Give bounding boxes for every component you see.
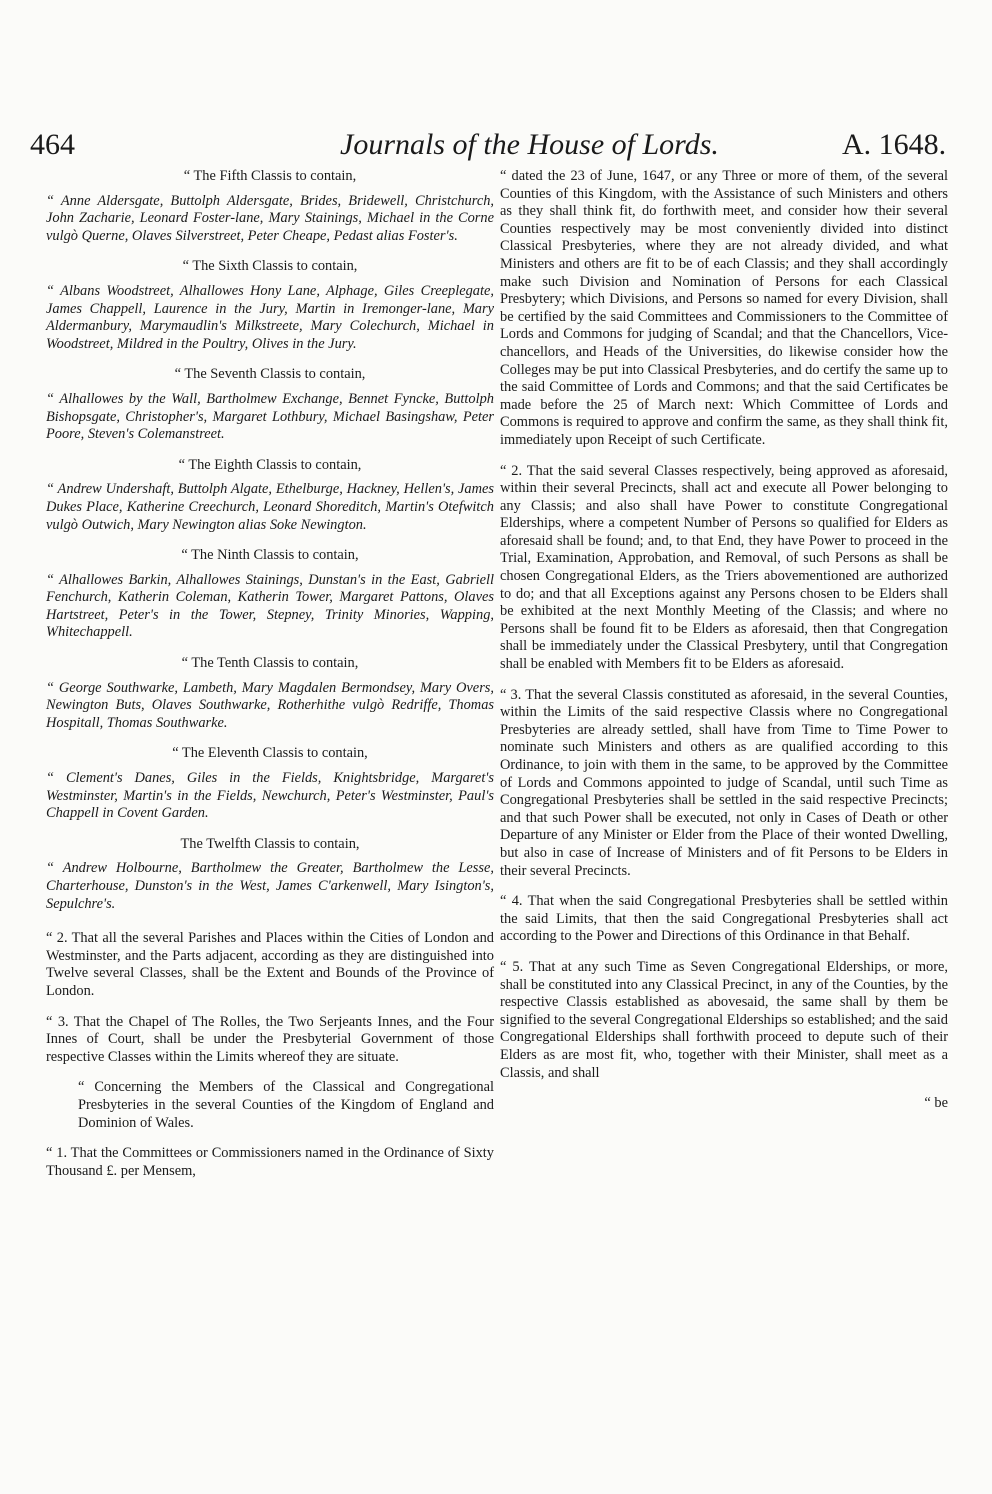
section-heading: “ Concerning the Members of the Classical and Congregational Presbyteries in the several Counties of the Kingdom of England and Dominion of Wales. [78,1079,494,1131]
clause-paragraph: “ dated the 23 of June, 1647, or any Three or more of them, of the several Counties of this Kingdom, with the Assistance of such Ministers and others as they shall think fit, do forthwith meet, and consider how their several Counties respectively may be most conveniently divided into distinct Classical Presbyteries, where they are not already divided, and what Ministers and others are fit to be of each Classis; and they shall accordingly make such Division and Nomination of Persons for each Classical Presbytery; which Divisions, and Persons so named for every Division, shall be certified by the said Committees and Commissioners to the Committee of Lords and Commons for judging of Scandal; and that the Chancellors, Vice-chancellors, and Heads of the Universities, do likewise consider how the Colleges may be put into Classical Presbyteries, and do certify the same up to the said Committee of Lords and Commons; and that the said Certificates be made before the 25 of March next: Which Committee of Lords and Commons is required to approve and confirm the same, as they shall think fit, immediately upon Receipt of such Certificate. [500,168,949,448]
clause-paragraph: “ 3. That the several Classis constituted as aforesaid, in the several Counties, within the Limits of the said respective Classis where no Congregational Presbyteries are already settled, shall have from Time to Time Power to nominate such Ministers and others as are qualified according to this Ordinance, to join with them in the same, to be approved by the Committee of Lords and Commons appointed to judge of Scandal, until such Time as Congregational Presbyteries shall be settled in the said respective Precincts; and that such Power shall be executed, not only in Cases of Death or other Departure of any Minister or Elder from the Place of their wonted Dwelling, but also in case of Increase of Ministers and of fit Persons to be Elders in their several Precincts. [500,686,948,879]
parish-list: “ Alhallowes Barkin, Alhallowes Stainings, Dunstan's in the East, Gabriell Fenchurch, Katherin Coleman, Katherin Tower, Margaret Pattons, Olaves Hartstreet, Peter's in the Tower, Stepney, Trinity Minories, Wapping, Whitechappell. [46,571,494,641]
catchword: “ be [924,1095,948,1112]
right-column [500,168,948,1113]
clause-paragraph: “ 2. That the said several Classes respectively, being approved as aforesaid, within their several Precincts, shall act and execute all Power belonging to any Classis; and also shall have Power to constitute Congregational Elderships, where a competent Number of Persons so qualified for Elders as aforesaid shall be found; and, to that End, they have Power to proceed in the Trial, Examination, Approbation, and Removal, of such Persons as shall be chosen Congregational Elders, as the Triers abovementioned are authorized to do; and that all Exceptions against any Persons chosen to be Elders shall be exhibited at the next Monthly Meeting of the Classis; and where no Persons shall be found fit to be Elders as aforesaid, then that Congregation shall be immediately under the Classical Presbytery, until that Congregation shall be enabled with Members fit to be Elders as aforesaid. [500,462,948,673]
clause-paragraph: “ 2. That all the several Parishes and Places within the Cities of London and Westminster, and the Parts adjacent, according as they are distinguished into Twelve several Classes, shall be the Extent and Bounds of the Province of London. [46,930,494,999]
parish-list: “ George Southwarke, Lambeth, Mary Magdalen Bermondsey, Mary Overs, Newington Buts, Olaves Southwarke, Rotherhithe vulgò Redriffe, Thomas Hospitall, Thomas Southwarke. [46,679,494,731]
parish-list: “ Andrew Holbourne, Bartholmew the Greater, Bartholmew the Lesse, Charterhouse, Dunston's in the West, James C'arkenwell, Mary Isington's, Sepulchre's. [46,860,494,912]
clause-paragraph: “ 3. That the Chapel of The Rolles, the Two Serjeants Innes, and the Four Innes of Court, shall be under the Presbyterial Government of those respective Classes within the Limits whereof they are situate. [46,1013,494,1065]
page-number: 464 [30,128,75,161]
clause-paragraph: “ 4. That when the said Congregational Presbyteries shall be settled within the said Limits, that then the said Congregational Presbyteries shall act according to the Power and Directions of this Ordinance in that Behalf. [500,893,948,945]
classis-heading: “ The Ninth Classis to contain, [181,547,359,564]
left-column [46,168,494,1193]
classis-heading: “ The Tenth Classis to contain, [181,655,359,672]
parish-list: “ Albans Woodstreet, Alhallowes Hony Lane, Alphage, Giles Creeplegate, James Chappell, Laurence in the Jury, Martin in Iremonger-lane, Mary Aldermanbury, Marymaudlin's Milkstreete, Mary Colechurch, Michael in Woodstreet, Mildred in the Poultry, Olives in the Jury. [46,282,494,352]
classis-heading: “ The Eighth Classis to contain, [178,456,362,473]
classis-heading: “ The Eleventh Classis to contain, [172,745,368,762]
parish-list: “ Clement's Danes, Giles in the Fields, Knightsbridge, Margaret's Westminster, Martin's in the Fields, Newchurch, Peter's Westminster, Paul's Chappell in Covent Garden. [46,770,494,822]
classis-heading: The Twelfth Classis to contain, [180,835,360,852]
clause-paragraph: “ 5. That at any such Time as Seven Congregational Elderships, or more, shall be constituted into any Classical Precinct, in any of the Counties, by the respective Classis established as abovesaid, the same shall by them be signified to the several Congregational Elderships so established; and the said Congregational Elderships shall forthwith proceed to depute such of their Elders as are most fit, who, together with their Minister, shall meet as a Classis, and shall [500,958,948,1081]
parish-list: “ Alhallowes by the Wall, Bartholmew Exchange, Bennet Fyncke, Buttolph Bishopsgate, Christopher's, Margaret Lothbury, Michael Basingshaw, Peter Poore, Steven's Colemanstreet. [46,390,494,443]
classis-heading: “ The Seventh Classis to contain, [174,366,366,383]
parish-list: “ Andrew Undershaft, Buttolph Algate, Ethelburge, Hackney, Hellen's, James Dukes Place, Katherine Creechurch, Leonard Shoreditch, Martin's Otefwitch vulgò Outwich, Mary Newington alias Soke Newington. [46,481,494,533]
year-marker: A. 1648. [842,128,947,161]
running-title: Journals of the House of Lords. [340,128,719,161]
classis-heading: “ The Fifth Classis to contain, [183,168,357,184]
parish-list: “ Anne Aldersgate, Buttolph Aldersgate, Brides, Bridewell, Christchurch, John Zacharie, Leonard Foster-lane, Mary Stainings, Michael in the Corne vulgò Querne, Olaves Silverstreet, Peter Cheape, Pedast alias Foster's. [46,192,494,244]
clause-paragraph: “ 1. That the Committees or Commissioners named in the Ordinance of Sixty Thousand £. per Mensem, [46,1145,494,1179]
classis-heading: “ The Sixth Classis to contain, [182,258,358,275]
